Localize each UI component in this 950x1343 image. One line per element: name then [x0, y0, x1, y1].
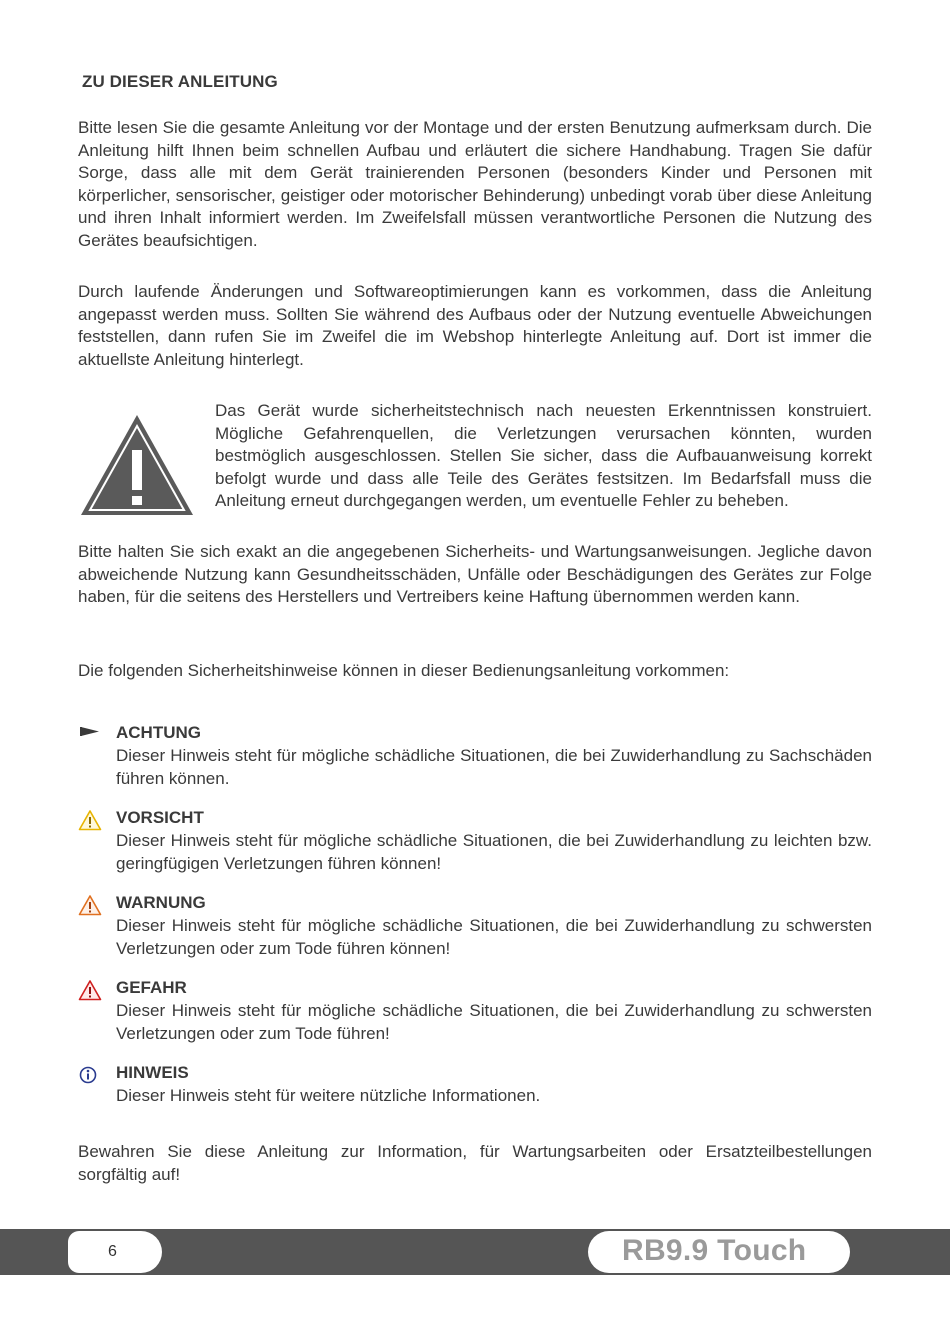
page-number: 6: [108, 1243, 117, 1260]
safety-paragraph: Das Gerät wurde sicherheitstechnisch nach neuesten Erkenntnissen konstruiert. Mögliche Gefahrenquellen, die Verletzungen verursachen könnten, wurden bestmöglich ausgeschlossen. Stellen Sie sicher, dass die Aufbauanweisung korrekt befolgt wurde und dass alle Teile des Gerätes festsitzen. Im Bedarfsfall muss die Anleitung erneut durchgegangen werden, um eventuelle Fehler zu beheben.: [215, 401, 872, 511]
warning-triangle-red-icon: [78, 979, 102, 1001]
model-title: RB9.9 Touch: [622, 1234, 807, 1267]
section-heading: ZU DIESER ANLEITUNG: [82, 72, 278, 91]
notice-title: WARNUNG: [116, 893, 206, 912]
notice-text: Dieser Hinweis steht für mögliche schädliche Situationen, die bei Zuwiderhandlung zu schwersten Verletzungen oder zum Tode führen können!: [116, 916, 872, 958]
warning-exclamation-icon: [78, 412, 196, 518]
notices-intro-paragraph: Die folgenden Sicherheitshinweise können in dieser Bedienungsanleitung vorkommen:: [78, 661, 730, 680]
warning-triangle-orange-icon: [78, 894, 102, 916]
notice-title: GEFAHR: [116, 978, 187, 997]
notice-text: Dieser Hinweis steht für mögliche schädliche Situationen, die bei Zuwiderhandlung zu leichten bzw. geringfügigen Verletzungen führen können!: [116, 831, 872, 873]
notice-title: HINWEIS: [116, 1063, 189, 1082]
notice-title: ACHTUNG: [116, 723, 201, 742]
info-circle-icon: [78, 1064, 102, 1086]
instructions-paragraph: Bitte halten Sie sich exakt an die angegebenen Sicherheits- und Wartungsanweisungen. Jegliche davon abweichende Nutzung kann Gesundheitsschäden, Unfälle oder Beschädigungen des Gerätes zur Folge haben, für die seitens des Herstellers und Vertreibers keine Haftung übernommen werden kann.: [78, 542, 872, 607]
notice-text: Dieser Hinweis steht für weitere nützliche Informationen.: [116, 1086, 541, 1105]
updates-paragraph: Durch laufende Änderungen und Softwareoptimierungen kann es vorkommen, dass die Anleitung angepasst werden muss. Sollten Sie während des Aufbaus oder der Nutzung eventuelle Abweichungen feststellen, dann rufen Sie im Zweifel die im Webshop hinterlegte Anleitung auf. Dort ist immer die aktuellste Anleitung hinterlegt.: [78, 282, 872, 369]
closing-paragraph: Bewahren Sie diese Anleitung zur Information, für Wartungsarbeiten oder Ersatzteilbestellungen sorgfältig auf!: [78, 1142, 872, 1184]
notice-text: Dieser Hinweis steht für mögliche schädliche Situationen, die bei Zuwiderhandlung zu Sachschäden führen können.: [116, 746, 872, 788]
notice-text: Dieser Hinweis steht für mögliche schädliche Situationen, die bei Zuwiderhandlung zu schwersten Verletzungen oder zum Tode führen!: [116, 1001, 872, 1043]
flag-arrow-icon: [78, 724, 102, 746]
notice-title: VORSICHT: [116, 808, 204, 827]
warning-triangle-yellow-icon: [78, 809, 102, 831]
intro-paragraph: Bitte lesen Sie die gesamte Anleitung vor der Montage und der ersten Benutzung aufmerksam durch. Die Anleitung hilft Ihnen beim schnellen Aufbau und erläutert die sichere Handhabung. Tragen Sie dafür Sorge, dass alle mit dem Gerät trainierenden Personen (besonders Kinder und Personen mit körperlicher, sensorischer, geistiger oder motorischer Behinderung) unbedingt vorab über diese Anleitung und ihren Inhalt informiert werden. Im Zweifelsfall müssen verantwortliche Personen die Nutzung des Gerätes beaufsichtigen.: [78, 118, 872, 250]
